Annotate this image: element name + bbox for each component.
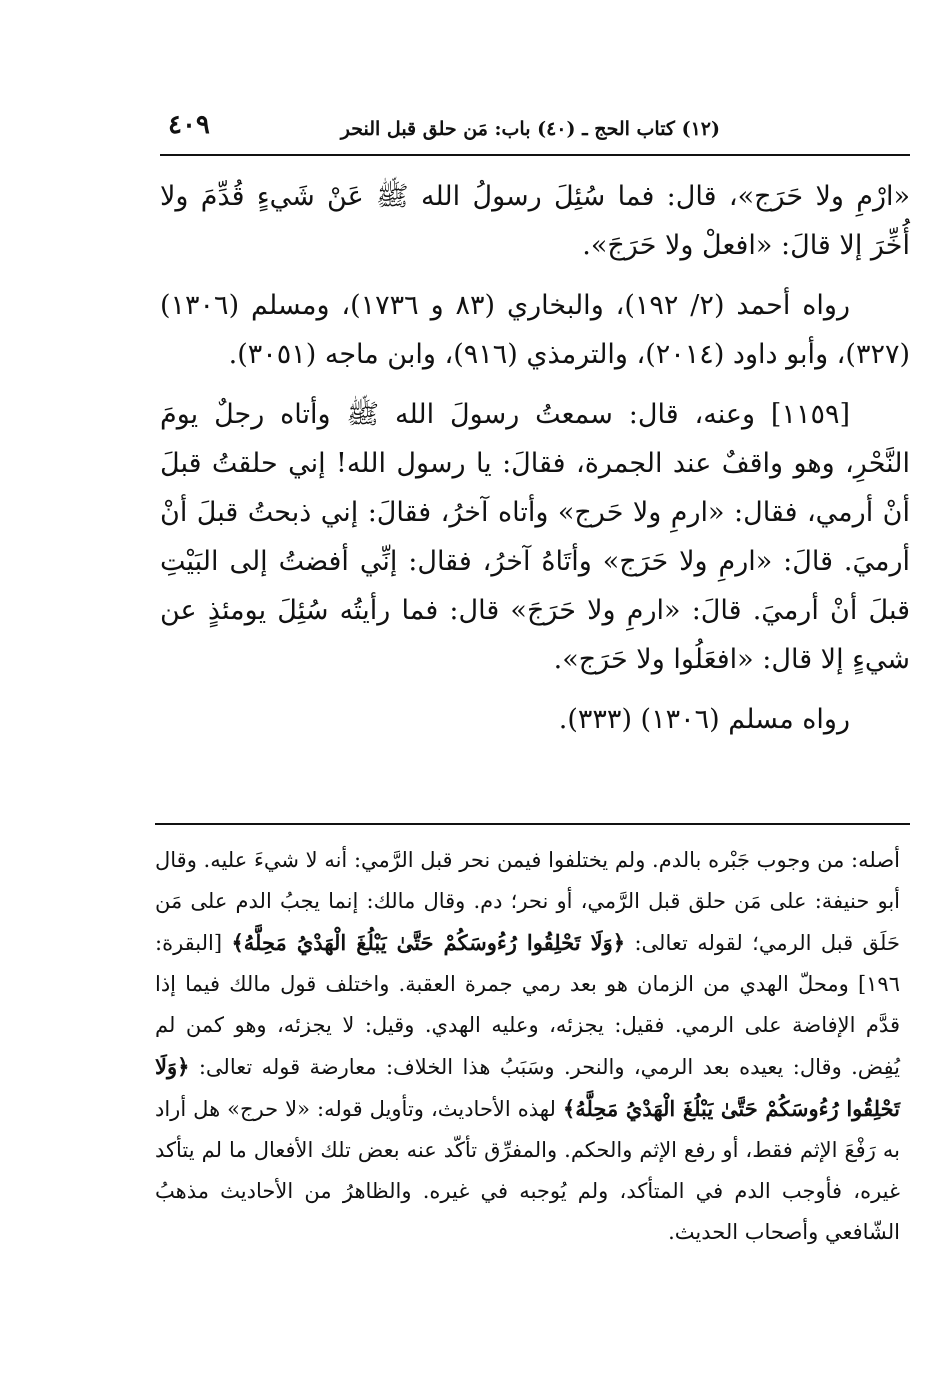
footnote-paragraph — [155, 840, 900, 1253]
footnote-text-3: لهذه الأحاديث، وتأويل قوله: «لا حرج» هل أراد به رَفْعَ الإثم فقط، أو رفع الإثم والحكم. والمفرِّق تأكّد عنه بعض تلك الأفعال ما لم يتأكد غيره، فأوجب الدم في المتأكد، ولم يُوجبه في غيره. والظاهرُ من الأحاديث مذهبُ الشّافعي وأصحاب الحديث. — [155, 1097, 900, 1244]
quran-verse-2: ﴿وَلَا تَحْلِقُوا رُءُوسَكُمْ حَتَّىٰ يَبْلُغَ الْهَدْيُ مَحِلَّهُ﴾ — [155, 1054, 901, 1121]
hadith-continuation: «ارْمِ ولا حَرَج»، قال: فما سُئِلَ رسولُ الله ﷺ عَنْ شَيءٍ قُدِّمَ ولا أُخِّرَ إلا قالَ: «افعلْ ولا حَرَجَ». — [160, 181, 910, 261]
page-header — [160, 110, 910, 156]
hadith-1159: [١١٥٩] وعنه، قال: سمعتُ رسولَ الله ﷺ وأتاه رجلٌ يومَ النَّحْرِ، وهو واقفٌ عند الجمرة، فقالَ: يا رسول الله! إني حلقتُ قبلَ أنْ أرمي، فقال: «ارمِ ولا حَرج» وأتاه آخرُ، فقالَ: إني ذبحتُ قبلَ أنْ أرميَ. قالَ: «ارمِ ولا حَرَج» وأتَاهُ آخرُ، فقال: إنِّي أفضتُ إلى البَيْتِ قبلَ أنْ أرميَ. قالَ: «ارمِ ولا حَرَجَ» قال: فما رأيتُه سُئِلَ يومئذٍ عن شيءٍ إلا قال: «افعَلُوا ولا حَرَج». — [160, 399, 910, 675]
hadith-source-1159: رواه مسلم (١٣٠٦) (٣٣٣). — [558, 704, 850, 735]
footnote-text-1: أصله: من وجوب جَبْره بالدم. ولم يختلفوا فيمن نحر قبل الرَّمي: أنه لا شيءَ عليه. وقال أبو حنيفة: على مَن حلق قبل الرَّمي، أو نحر؛ دم. وقال مالك: إنما يجبُ الدم على مَن حَلَق قبل الرمي؛ لقوله تعالى: — [155, 848, 900, 955]
footnote-text-2: [البقرة: ١٩٦] ومحلّ الهدي من الزمان هو بعد رمي جمرة العقبة. واختلف قول مالك فيما إذا قدَّم الإفاضة على الرمي. فقيل: يجزئه، وعليه الهدي. وقيل: لا يجزئه، وهو كمن لم يُفِض. وقال: يعيده بعد الرمي، والنحر. وسَبَبُ هذا الخلاف: معارضة قوله تعالى: — [155, 931, 900, 1079]
page-number: ٤٠٩ — [168, 110, 210, 140]
footnote — [155, 840, 900, 1253]
footnote-divider — [155, 823, 910, 825]
quran-verse-1: ﴿وَلَا تَحْلِقُوا رُءُوسَكُمْ حَتَّىٰ يَبْلُغَ الْهَدْيُ مَحِلَّهُ﴾ — [231, 930, 626, 955]
hadith-source-1158: رواه أحمد (٢/ ١٩٢)، والبخاري (٨٣ و ١٧٣٦)، ومسلم (١٣٠٦) (٣٢٧)، وأبو داود (٢٠١٤)، والترمذي (٩١٦)، وابن ماجه (٣٠٥١). — [160, 290, 910, 370]
running-head: (١٢) كتاب الحج ـ (٤٠) باب: مَن حلق قبل النحر — [340, 118, 720, 140]
main-text — [160, 172, 910, 744]
